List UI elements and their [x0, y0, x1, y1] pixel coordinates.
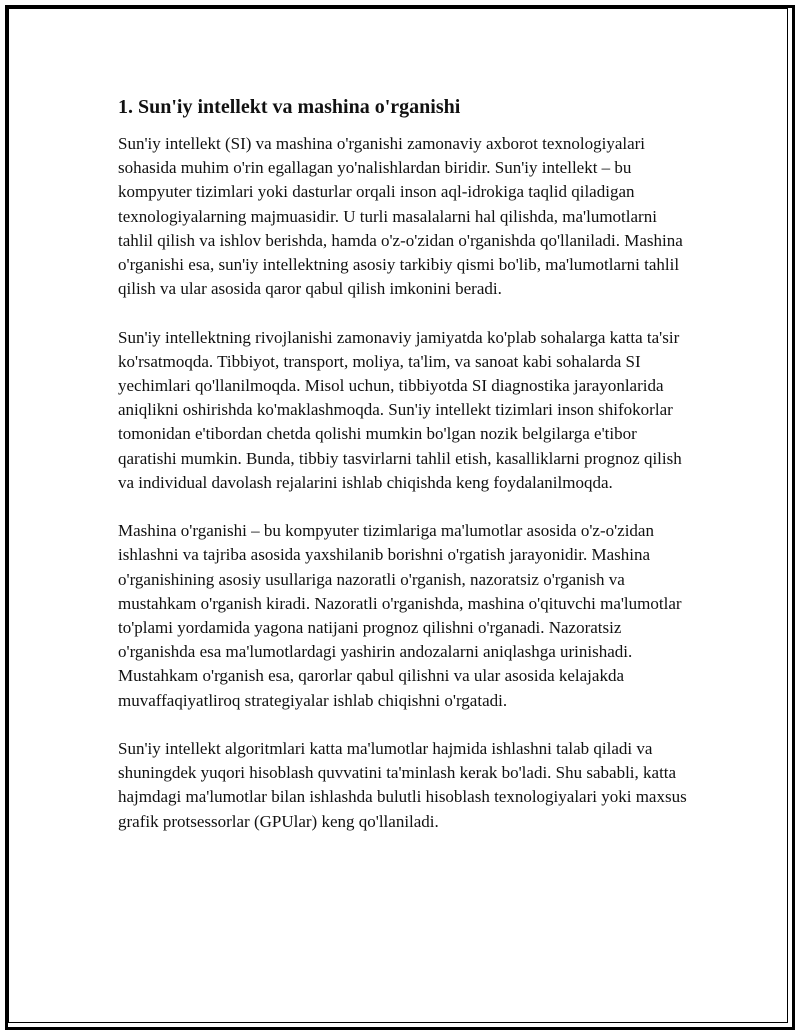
paragraph-2: Sun'iy intellektning rivojlanishi zamonaviy jamiyatda ko'plab sohalarga katta ta'sir ko'rsatmoqda. Tibbiyot, transport, moliya, ta'lim, va sanoat kabi sohalarda SI yechimlari qo'llanilmoqda. Misol uchun, tibbiyotda SI diagnostika jarayonlarida aniqlikni oshirishda ko'maklashmoqda. Sun'iy intellekt tizimlari inson shifokorlar tomonidan e'tibordan chetda qolishi mumkin bo'lgan nozik belgilarga e'tibor qaratishi mumkin. Bunda, tibbiy tasvirlarni tahlil etish, kasalliklarni prognoz qilish va individual davolash rejalarini ishlab chiqishda keng foydalanilmoqda. [118, 327, 682, 492]
section-heading: 1. Sun'iy intellekt va mashina o'rganishi [118, 96, 461, 118]
paragraph-1: Sun'iy intellekt (SI) va mashina o'rganishi zamonaviy axborot texnologiyalari sohasida muhim o'rin egallagan yo'nalishlardan biridir. Sun'iy intellekt – bu kompyuter tizimlari yoki dasturlar orqali inson aql-idrokiga taqlid qiladigan texnologiyalarning majmuasidir. U turli masalalarni hal qilishda, ma'lumotlarni tahlil qilish va ishlov berishda, hamda o'z-o'zidan o'rganishda qo'llaniladi. Mashina o'rganishi esa, sun'iy intellektning asosiy tarkibiy qismi bo'lib, ma'lumotlarni tahlil qilish va ular asosida qaror qabul qilish imkonini beradi. [118, 134, 683, 299]
document-body [118, 94, 693, 858]
paragraph-4: Sun'iy intellekt algoritmlari katta ma'lumotlar hajmida ishlashni talab qiladi va shuningdek yuqori hisoblash quvvatini ta'minlash kerak bo'ladi. Shu sababli, katta hajmdagi ma'lumotlar bilan ishlashda bulutli hisoblash texnologiyalari yoki maxsus grafik protsessorlar (GPUlar) keng qo'llaniladi. [118, 739, 687, 831]
paragraph-3: Mashina o'rganishi – bu kompyuter tizimlariga ma'lumotlar asosida o'z-o'zidan ishlashni va tajriba asosida yaxshilanib borishni o'rgatish jarayonidir. Mashina o'rganishining asosiy usullariga nazoratli o'rganish, nazoratsiz o'rganish va mustahkam o'rganish kiradi. Nazoratli o'rganishda, mashina o'qituvchi ma'lumotlar to'plami yordamida yagona natijani prognoz qilishni o'rganadi. Nazoratsiz o'rganishda esa ma'lumotlardagi yashirin andozalarni aniqlashga urinishadi. Mustahkam o'rganish esa, qarorlar qabul qilishni va ular asosida kelajakda muvaffaqiyatliroq strategiyalar ishlab chiqishni o'rgatadi. [118, 521, 682, 710]
